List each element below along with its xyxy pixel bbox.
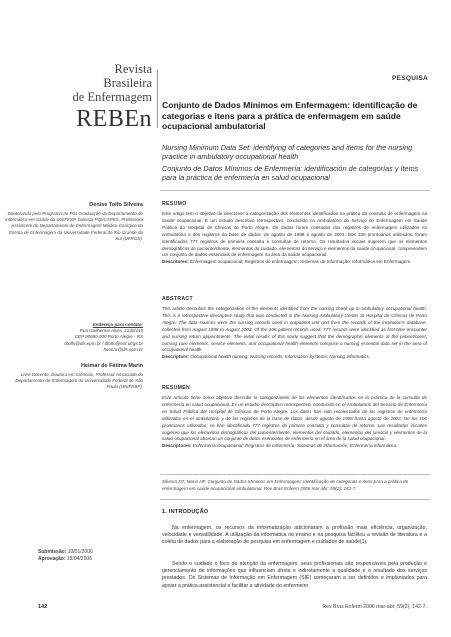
contact-address: Rua Guilherme Alves, 1130/419 bbox=[79, 328, 143, 334]
logo-divider bbox=[157, 70, 158, 128]
introduction-paragraph-2: Sendo o cuidado o foco de atenção da enfermagem, seus profissionais são responsáveis pela produção e gerenciamento de informações que influenciam direta e indiretamente a qualidade e o resultado dos serviços prestados. Os Sistemas de Informação em Enfermagem (SIE) começaram a ser definidos e implantados para apoiar a prática assistencial e facilitar a atividade do enfermeiro bbox=[162, 561, 427, 589]
divider bbox=[160, 499, 430, 500]
title-spanish: Conjunto de Datos Mínimos de Enfermería: identificación de categorías y ítems para la práctica de enfermería en salud ocupacional bbox=[162, 164, 419, 182]
journal-acronym: REBEn bbox=[76, 106, 152, 132]
title-portuguese: Conjunto de Dados Mínimos em Enfermagem: identificação de categorias e itens para a prática de enfermagem em saúde ocupacional ambulatorial bbox=[162, 100, 418, 131]
journal-line-2: Brasileira bbox=[103, 76, 152, 90]
introduction-heading: 1. INTRODUÇÃO bbox=[162, 509, 209, 515]
abstract-text bbox=[162, 306, 427, 361]
approved-label: Aprovação: bbox=[38, 555, 66, 562]
citation: Silveira DT, Marin HF. Conjunto de Dados Mínimos em Enfermagem: identificação de categorias e itens para a prática de enfermagem em saúde ocupacional ambulatorial. Rev Bras Enferm 2006 mar-abr; 59(2): 142-7. bbox=[162, 479, 409, 491]
author-bio: Livre Docente, Doutora em Ciências, Professor Associado do Departamento de Enfermagem da Universidade Federal de São Paulo (UNIFESP). bbox=[15, 372, 143, 390]
abstract-keywords-label: Descriptors: bbox=[162, 354, 190, 360]
abstract-keywords: Occupational health nursing; Nursing records; Information Systems; Nursing Informatics. bbox=[190, 354, 371, 360]
author-name: Heimar de Fátima Marin bbox=[80, 363, 143, 369]
divider bbox=[160, 474, 430, 475]
footer-reference: Rev Bras Enferm 2006 mar-abr; 59(2): 142-7. bbox=[322, 604, 427, 610]
contact-city: CEP 90680-000 Porto Alegre - RS bbox=[74, 334, 143, 340]
author-bio: Doutoranda pelo Programa de Pós Graduação do Departamento de Informática em Saúde da UNIFESP, bolsista PQI/CAPES, Professora Assistente do Departamento de Enfermagem Médico-Cirúrgico da Escola de Enfermagem da Universidade Federal do Rio Grande do Sul (UFRGS). bbox=[5, 211, 143, 241]
contact-email-1[interactable]: dtolfo@dis.epm.br / dtolfo@enf.ufrgs.br bbox=[64, 340, 143, 346]
resumo-keywords-label: Descritores: bbox=[162, 259, 189, 265]
resumo-body: Este artigo tem o objetivo de descrever a categorização dos elementos identificados na prática da consulta de enfermagem na saúde ocupacional. É um estudo descritivo retrospectivo, conduzido no Ambulatório do Serviço de Enfermagem em Saúde Pública do Hospital de Clínicas de Porto Alegre. Os dados foram coletados dos registros de enfermagem utilizados no ambulatório e dos registros da base de dados, de agosto de 1998 a agosto de 2003. Dos 106 prontuários utilizados, foram identificados 777 registros de primeira consulta e consultas de retorno. Os resultados iniciais sugerem que os elementos demográficos do paciente/cliente, elementos do cuidado, elementos do serviço e elementos da saúde ocupacional, compreendem um conjunto de dados essenciais de enfermagem na área da saúde ocupacional. bbox=[162, 211, 427, 258]
resumen-keywords-label: Descriptores: bbox=[162, 443, 192, 449]
author-1 bbox=[3, 202, 143, 242]
contact-heading: Endereço para contato: bbox=[92, 322, 143, 327]
journal-line-3: de Enfermagem bbox=[72, 90, 152, 104]
resumen-text bbox=[162, 395, 427, 450]
section-tag: PESQUISA bbox=[392, 75, 428, 82]
submitted-label: Submissão: bbox=[38, 549, 67, 555]
resumen-body: Este artículo tiene como objetivo describir la categorización de los elementos identificados en la práctica de la consulta de enfermería en salud ocupacional. Es un estudio descriptivo retrospectivo, conducido en el Ambulatorio del Servicio de Enfermería en Salud Pública del Hospital de Clínicas de Porto Alegre. Los datos han sido recolectados de los registros de enfermería utilizados en el ambulatorio y de los registros de la base de datos, desde agosto de 1998 hasta agosto de 2003. De los 106 prontuarios utilizados, se han identificado 777 registros de primera consulta y consultas de retorno. Los resultados iniciales sugieren que los elementos demográficos del paciente/cliente, elementos del cuidado, elementos del servicio y elementos de la salud ocupacional abarcan un conjunto de datos esenciales de enfermería en el área de la salud ocupacional. bbox=[162, 395, 427, 442]
resumo-text bbox=[162, 211, 427, 266]
journal-logo bbox=[42, 62, 152, 132]
approved-date: 18/04/2006 bbox=[66, 555, 92, 562]
submission-dates bbox=[38, 549, 148, 563]
contact-email-2[interactable]: heimar@dis.epm.br bbox=[103, 346, 143, 352]
abstract-heading: ABSTRACT bbox=[162, 296, 193, 302]
resumo-heading: RESUMO bbox=[162, 201, 187, 207]
journal-line-1: Revista bbox=[114, 62, 152, 76]
submitted-date: 10/01/2006 bbox=[67, 549, 93, 555]
title-english: Nursing Minimum Data Set: identifying of categories and items for the nursing practice in ambulatory occupational health bbox=[162, 143, 413, 161]
resumen-keywords: Enfermería Ocupacional; Registros de enfermería; Sistemas de Información; Enfermería informática. bbox=[192, 443, 398, 449]
contact-block bbox=[3, 322, 143, 353]
page-number: 142 bbox=[38, 604, 48, 610]
divider bbox=[160, 190, 430, 191]
resumen-heading: RESUMEN bbox=[162, 385, 191, 391]
abstract-body: This article describes the categorization of the elements identified from the nursing check-up in ambulatory occupational health. This is a retrospective descriptive study that was conducted in the Nursing Ambulatory Center at Hospital de Clínicas de Porto Alegre. The data sources were the nursing records used in outpatient unit and from the records of the institution's database, collected from August 1998 to August 2003. Of the 106 patient records used, 777 records were identified as first-time encounter and nursing return appointments. The initial results of this study suggest that the demographic elements of the patient/client, nursing care elements, service elements, and occupational health elements comprise a nursing essential data set in the area of occupational health. bbox=[162, 306, 427, 353]
author-2 bbox=[3, 363, 143, 391]
resumo-keywords: Enfermagem ocupacional; Registros de enfermagem; Sistemas de Informação; Informática em Enfermagem. bbox=[190, 259, 412, 265]
introduction-paragraph-1: Na enfermagem, os recursos da informatização adicionaram à profissão mais eficiência, organização, velocidade e versatilidade. A utilização da informática no ensino e na pesquisa facilitou a revisão de literatura e a coleta de dados para a elaboração de pesquisa em enfermagem e cuidados de saúde(1). bbox=[162, 525, 427, 546]
author-name: Denise Tolfo Silveira bbox=[89, 202, 143, 208]
